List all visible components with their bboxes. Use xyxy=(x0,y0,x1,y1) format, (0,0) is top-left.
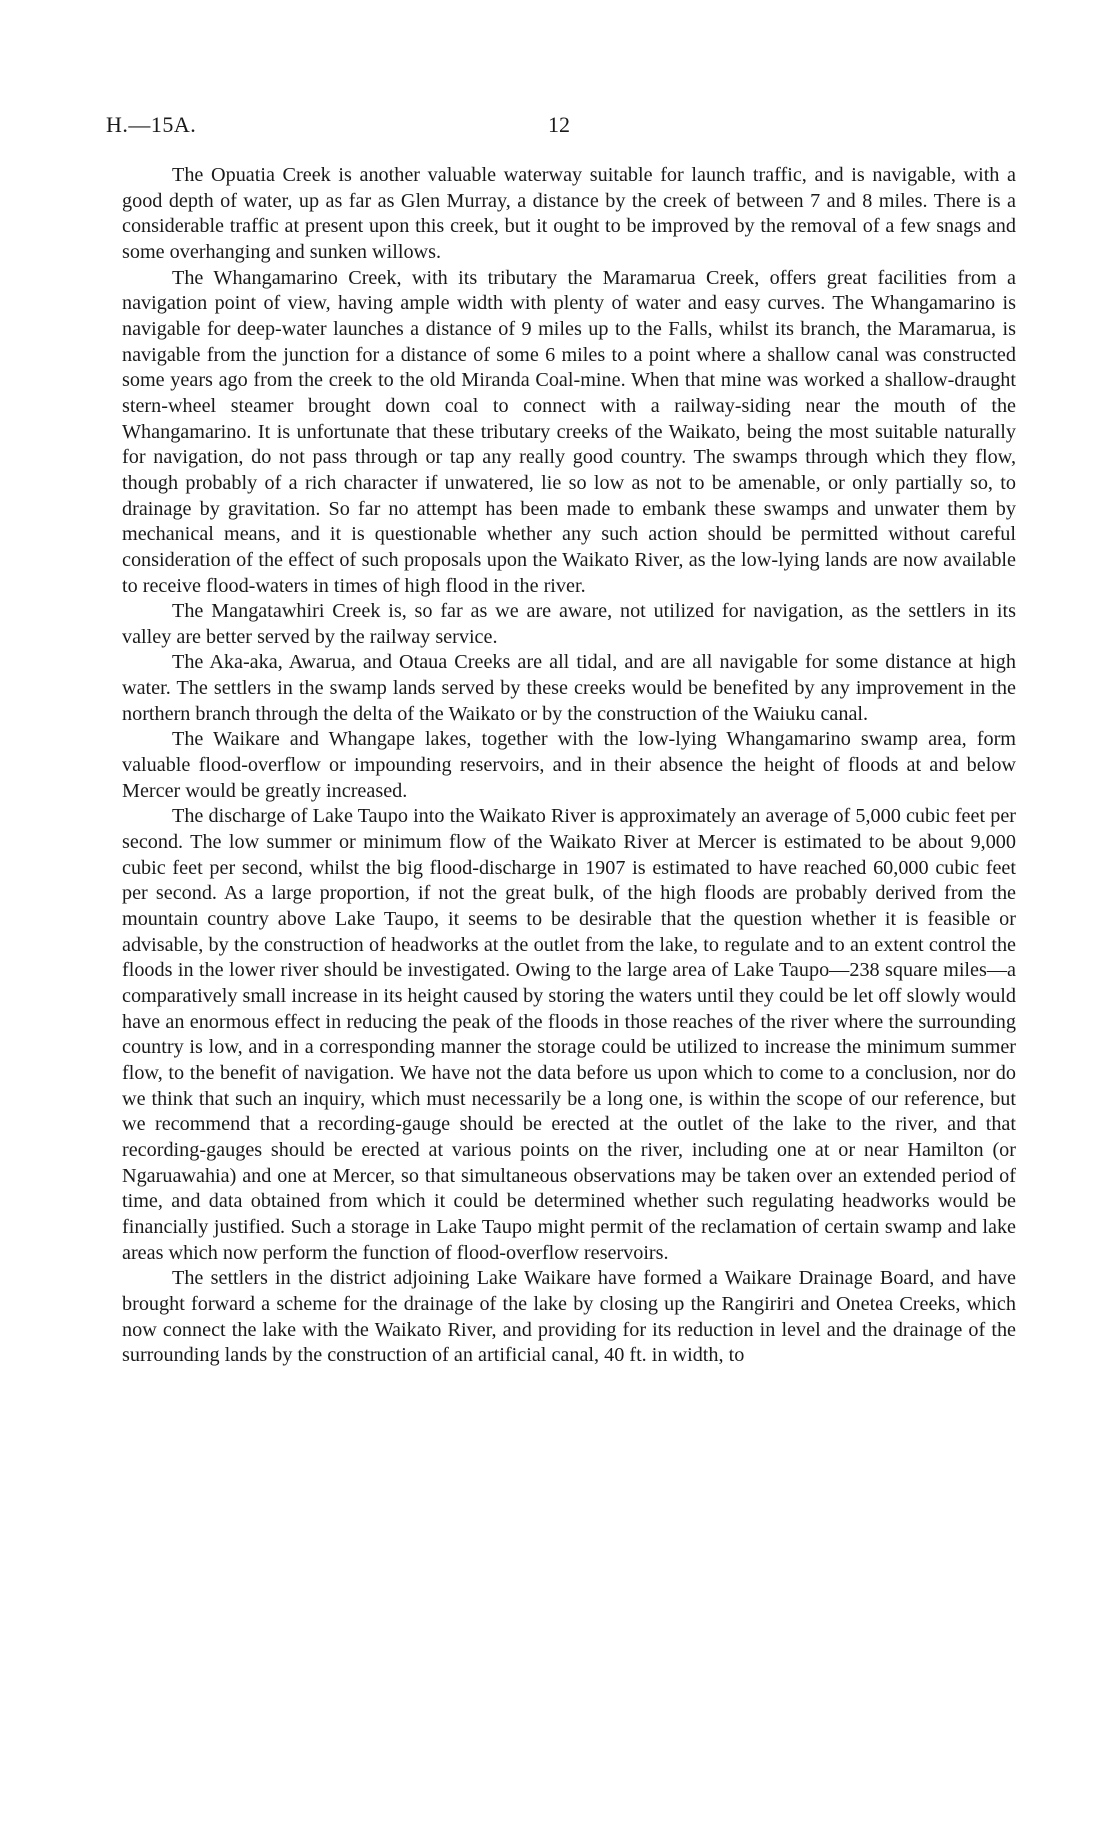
paragraph-tidal-creeks: The Aka-aka, Awarua, and Otaua Creeks are all tidal, and are all navigable for some distance at high water. The settlers in the swamp lands served by these creeks would be benefited by any improvement in the northern branch through the delta of the Waikato or by the construction of the Waiuku canal. xyxy=(122,651,1016,725)
body-text xyxy=(122,163,1016,1369)
paragraph-waikare-drainage: The settlers in the district adjoining Lake Waikare have formed a Waikare Drainage Board, and have brought forward a scheme for the drainage of the lake by closing up the Rangiriri and Onetea Creeks, which now connect the lake with the Waikato River, and providing for its reduction in level and the drainage of the surrounding lands by the construction of an artificial canal, 40 ft. in width, to xyxy=(122,1267,1016,1367)
paragraph-mangatawhiri-creek: The Mangatawhiri Creek is, so far as we are aware, not utilized for navigation, as the settlers in its valley are better served by the railway service. xyxy=(122,600,1016,648)
paragraph-whangamarino-creek: The Whangamarino Creek, with its tributary the Maramarua Creek, offers great facilities from a navigation point of view, having ample width with plenty of water and easy curves. The Whangamarino is navigable for deep-water launches a distance of 9 miles up to the Falls, whilst its branch, the Maramarua, is navigable from the junction for a distance of some 6 miles to a point where a shallow canal was constructed some years ago from the creek to the old Miranda Coal-mine. When that mine was worked a shallow-draught stern-wheel steamer brought down coal to connect with a railway-siding near the mouth of the Whangamarino. It is unfortunate that these tributary creeks of the Waikato, being the most suitable naturally for navigation, do not pass through or tap any really good country. The swamps through which they flow, though probably of a rich character if unwatered, lie so low as not to be amenable, or only partially so, to drainage by gravitation. So far no attempt has been made to embank these swamps and unwater them by mechanical means, and it is questionable whether any such action should be permitted without careful consideration of the effect of such proposals upon the Waikato River, as the low-lying lands are now available to receive flood-waters in times of high flood in the river. xyxy=(122,266,1016,597)
paragraph-lakes-reservoirs: The Waikare and Whangape lakes, together with the low-lying Whangamarino swamp area, form valuable flood-overflow or impounding reservoirs, and in their absence the height of floods at and below Mercer would be greatly increased. xyxy=(122,728,1016,802)
paragraph-lake-taupo-discharge: The discharge of Lake Taupo into the Waikato River is approximately an average of 5,000 cubic feet per second. The low summer or minimum flow of the Waikato River at Mercer is estimated to be about 9,000 cubic feet per second, whilst the big flood-discharge in 1907 is estimated to have reached 60,000 cubic feet per second. As a large proportion, if not the great bulk, of the high floods are probably derived from the mountain country above Lake Taupo, it seems to be desirable that the question whether it is feasible or advisable, by the construction of headworks at the outlet from the lake, to regulate and to an extent control the floods in the lower river should be investigated. Owing to the large area of Lake Taupo—238 square miles—a comparatively small increase in its height caused by storing the waters until they could be let off slowly would have an enormous effect in reducing the peak of the floods in those reaches of the river where the surrounding country is low, and in a corresponding manner the storage could be utilized to increase the minimum summer flow, to the benefit of navigation. We have not the data before us upon which to come to a conclusion, nor do we think that such an inquiry, which must necessarily be a long one, is within the scope of our reference, but we recommend that a recording-gauge should be erected at the outlet of the lake to the river, and that recording-gauges should be erected at various points on the river, including one at or near Hamilton (or Ngaruawahia) and one at Mercer, so that simultaneous observations may be taken over an extended period of time, and data obtained from which it could be determined whether such regulating headworks would be financially justified. Such a storage in Lake Taupo might permit of the reclamation of certain swamp and lake areas which now perform the function of flood-overflow reservoirs. xyxy=(122,805,1016,1264)
paragraph-opuatia-creek: The Opuatia Creek is another valuable waterway suitable for launch traffic, and is navigable, with a good depth of water, up as far as Glen Murray, a distance by the creek of between 7 and 8 miles. There is a considerable traffic at present upon this creek, but it ought to be improved by the removal of a few snags and some overhanging and sunken willows. xyxy=(122,164,1016,263)
page-number: 12 xyxy=(548,112,570,137)
document-reference: H.—15A. xyxy=(106,112,197,137)
